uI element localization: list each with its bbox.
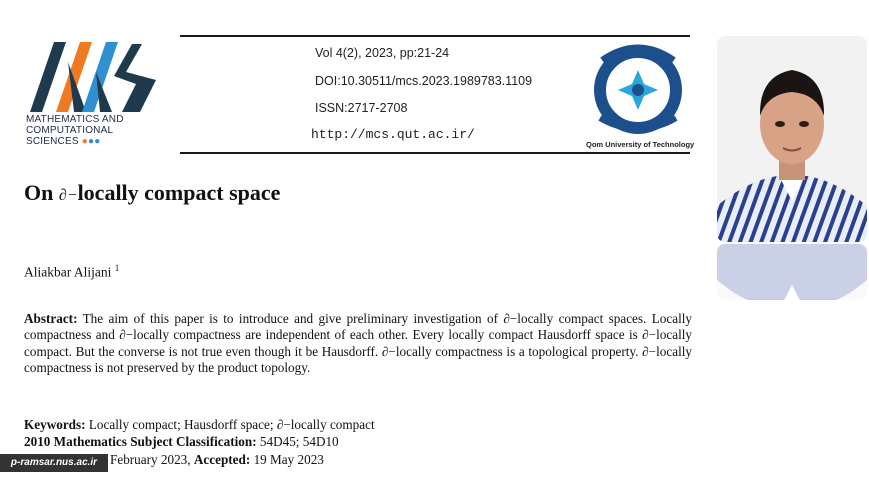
qut-emblem-icon [582,40,694,138]
author-name: Aliakbar Alijani [24,264,112,280]
logo-line-3: SCIENCES ●●● [26,136,101,147]
journal-doi: DOI:10.30511/mcs.2023.1989783.1109 [315,74,533,88]
header-bottom-rule [180,152,690,154]
received-text: February 2023, [110,452,191,467]
site-watermark: p-ramsar.nus.ac.ir [0,454,108,472]
journal-logo [22,32,182,154]
paper-keywords [24,417,375,433]
journal-volume: Vol 4(2), 2023, pp:21-24 [315,46,450,60]
keywords-text: Locally compact; Hausdorff space; ∂−locally compact [88,417,375,432]
author-affiliation-mark: 1 [114,263,120,273]
paper-author [24,263,119,281]
title-suffix: locally compact space [77,180,281,205]
accepted-text: 19 May 2023 [253,452,324,467]
journal-url[interactable]: http://mcs.qut.ac.ir/ [311,127,475,142]
paper-title [24,180,280,206]
journal-issn: ISSN:2717-2708 [315,101,408,115]
msc-label: 2010 Mathematics Subject Classification: [24,434,257,449]
university-name: Qom University of Technology [586,140,695,149]
accepted-label: Accepted: [193,452,251,467]
keywords-label: Keywords: [24,417,86,432]
abstract-text: The aim of this paper is to introduce and give preliminary investigation of ∂−locally compact spaces. Locally compactness and ∂−locally compactness are independent of each other. Every locally compact Hausdorff space is ∂−locally compact. But the converse is not true even though it be Hausdorff. ∂−locally compactness is a topological property. ∂−locally compactness is not preserved by the product topology. [24,311,692,375]
author-photo [717,36,867,242]
title-prefix: On [24,180,59,205]
header-top-rule [180,35,690,37]
author-portrait-icon [717,36,867,242]
logo-dots-icon: ● [81,136,88,147]
paper-msc [24,434,339,450]
author-photo-reflection [717,244,867,300]
abstract-label: Abstract: [24,311,78,326]
university-logo [582,40,694,152]
mcs-logo-mark-icon [22,32,182,122]
portrait-reflection-icon [717,244,867,300]
title-symbol: ∂− [58,187,78,204]
logo-line-2: COMPUTATIONAL [26,125,114,136]
msc-text: 54D45; 54D10 [259,434,339,449]
logo-line-1: MATHEMATICS AND [26,114,124,125]
logo-line-3-text: SCIENCES [26,136,79,147]
paper-abstract [24,311,692,376]
paper-dates [110,452,324,468]
